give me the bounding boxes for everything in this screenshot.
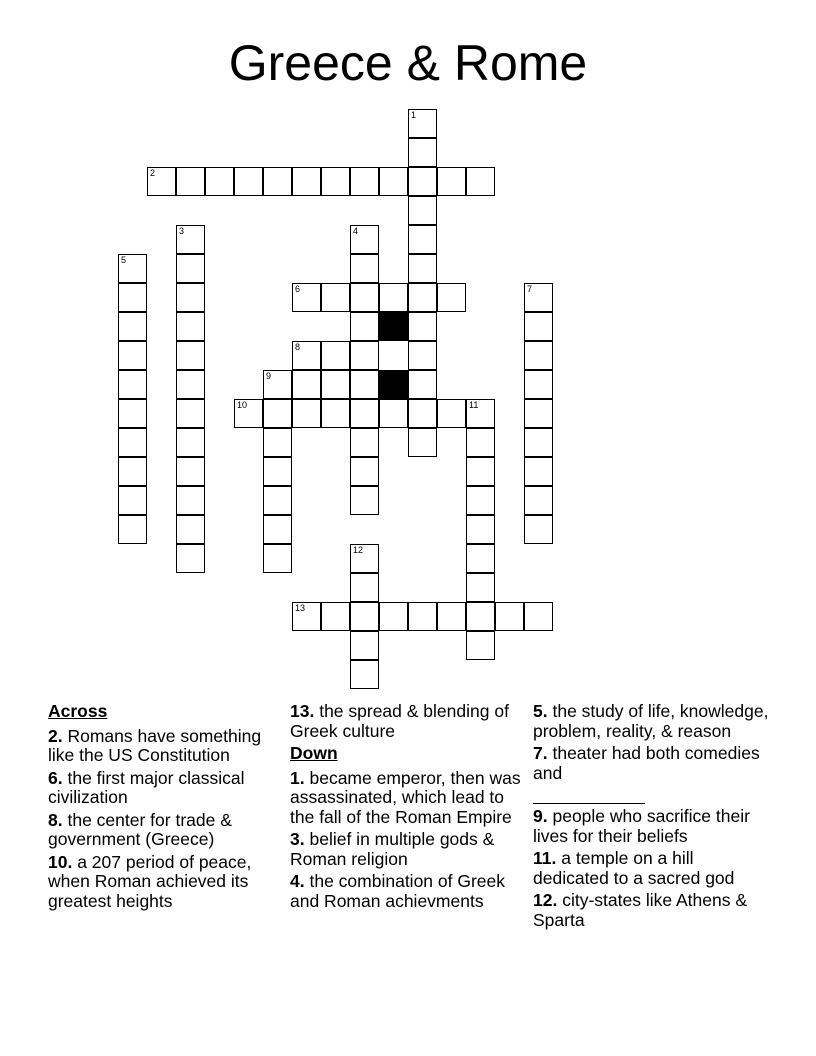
grid-cell[interactable] bbox=[118, 457, 147, 486]
grid-cell[interactable] bbox=[466, 399, 495, 428]
clue-number: 6. bbox=[48, 767, 63, 788]
grid-cell[interactable] bbox=[234, 167, 263, 196]
clue-down-4 bbox=[290, 872, 525, 911]
grid-cell[interactable] bbox=[495, 602, 524, 631]
grid-cell[interactable] bbox=[350, 631, 379, 660]
grid-cell[interactable] bbox=[466, 167, 495, 196]
clue-text: the first major classical civilization bbox=[48, 767, 245, 807]
grid-cell[interactable] bbox=[321, 167, 350, 196]
grid-cell[interactable] bbox=[524, 486, 553, 515]
grid-cell[interactable] bbox=[437, 399, 466, 428]
grid-cell[interactable] bbox=[118, 254, 147, 283]
grid-cell[interactable] bbox=[408, 196, 437, 225]
grid-cell[interactable] bbox=[176, 225, 205, 254]
grid-cell[interactable] bbox=[350, 602, 379, 631]
clue-number: 13. bbox=[290, 701, 315, 721]
grid-cell[interactable] bbox=[379, 399, 408, 428]
clue-across-2 bbox=[48, 727, 278, 766]
grid-cell[interactable] bbox=[263, 428, 292, 457]
grid-cell[interactable] bbox=[524, 457, 553, 486]
clue-down-3 bbox=[290, 830, 525, 869]
clue-text: theater had both comedies and bbox=[533, 743, 760, 783]
grid-cell[interactable] bbox=[466, 573, 495, 602]
grid-cell[interactable] bbox=[408, 225, 437, 254]
clue-across-10 bbox=[48, 853, 278, 912]
grid-cell[interactable] bbox=[350, 660, 379, 689]
clue-down-9 bbox=[533, 807, 773, 846]
grid-cell[interactable] bbox=[408, 428, 437, 457]
clue-number: 4. bbox=[290, 871, 305, 891]
clue-number: 2. bbox=[48, 725, 63, 746]
grid-cell[interactable] bbox=[350, 573, 379, 602]
grid-cell[interactable] bbox=[350, 167, 379, 196]
grid-cell[interactable] bbox=[292, 399, 321, 428]
grid-cell[interactable] bbox=[408, 602, 437, 631]
clue-number: 7. bbox=[533, 743, 548, 763]
grid-cell[interactable] bbox=[176, 283, 205, 312]
grid-cell[interactable] bbox=[524, 399, 553, 428]
clue-down-12 bbox=[533, 891, 773, 930]
cell-number: 4 bbox=[353, 226, 359, 236]
grid-cell[interactable] bbox=[176, 428, 205, 457]
clue-text: the combination of Greek and Roman achievments bbox=[290, 871, 506, 911]
grid-cell[interactable] bbox=[524, 515, 553, 544]
clue-text: people who sacrifice their lives for their beliefs bbox=[533, 806, 750, 846]
grid-cell[interactable] bbox=[321, 370, 350, 399]
clue-text: the spread & blending of Greek culture bbox=[290, 701, 509, 741]
grid-cell[interactable] bbox=[118, 341, 147, 370]
grid-cell[interactable] bbox=[408, 312, 437, 341]
answer-blank-line bbox=[533, 783, 645, 804]
grid-cell[interactable] bbox=[176, 457, 205, 486]
grid-cell[interactable] bbox=[263, 399, 292, 428]
grid-cell[interactable] bbox=[263, 167, 292, 196]
cell-number: 7 bbox=[527, 284, 533, 294]
clue-number: 3. bbox=[290, 829, 305, 849]
grid-cell[interactable] bbox=[118, 283, 147, 312]
clues-column-1 bbox=[48, 702, 278, 914]
black-cell bbox=[379, 312, 408, 341]
clues-column-3 bbox=[533, 702, 773, 933]
grid-cell[interactable] bbox=[263, 370, 292, 399]
cell-number: 8 bbox=[295, 342, 301, 352]
cell-number: 2 bbox=[150, 168, 156, 178]
grid-cell[interactable] bbox=[408, 167, 437, 196]
cell-number: 3 bbox=[179, 226, 185, 236]
puzzle-title: Greece & Rome bbox=[228, 35, 588, 91]
clue-text: the study of life, knowledge, problem, reality, & reason bbox=[533, 701, 769, 741]
clue-down-11 bbox=[533, 849, 773, 888]
grid-cell[interactable] bbox=[234, 399, 263, 428]
clue-across-6 bbox=[48, 769, 278, 808]
grid-cell[interactable] bbox=[350, 341, 379, 370]
grid-cell[interactable] bbox=[118, 428, 147, 457]
clue-across-13 bbox=[290, 702, 525, 741]
grid-cell[interactable] bbox=[524, 312, 553, 341]
grid-cell[interactable] bbox=[263, 544, 292, 573]
cell-number: 13 bbox=[295, 603, 306, 613]
clue-text: belief in multiple gods & Roman religion bbox=[290, 829, 495, 869]
clue-down-1 bbox=[290, 769, 525, 828]
grid-cell[interactable] bbox=[118, 312, 147, 341]
grid-cell[interactable] bbox=[350, 254, 379, 283]
grid-cell[interactable] bbox=[263, 457, 292, 486]
grid-cell[interactable] bbox=[408, 254, 437, 283]
grid-cell[interactable] bbox=[350, 486, 379, 515]
grid-cell[interactable] bbox=[118, 370, 147, 399]
clue-number: 9. bbox=[533, 806, 548, 826]
grid-cell[interactable] bbox=[350, 428, 379, 457]
grid-cell[interactable] bbox=[350, 370, 379, 399]
cell-number: 12 bbox=[353, 545, 364, 555]
grid-cell[interactable] bbox=[524, 283, 553, 312]
clue-text: became emperor, then was assassinated, which lead to the fall of the Roman Empire bbox=[290, 767, 521, 827]
grid-cell[interactable] bbox=[263, 515, 292, 544]
grid-cell[interactable] bbox=[292, 370, 321, 399]
clue-number: 10. bbox=[48, 851, 73, 872]
clue-down-5 bbox=[533, 702, 773, 741]
grid-cell[interactable] bbox=[176, 399, 205, 428]
grid-cell[interactable] bbox=[350, 283, 379, 312]
grid-cell[interactable] bbox=[524, 370, 553, 399]
clue-number: 8. bbox=[48, 809, 63, 830]
grid-cell[interactable] bbox=[176, 312, 205, 341]
grid-cell[interactable] bbox=[408, 370, 437, 399]
grid-cell[interactable] bbox=[176, 515, 205, 544]
grid-cell[interactable] bbox=[408, 399, 437, 428]
grid-cell[interactable] bbox=[379, 283, 408, 312]
grid-cell[interactable] bbox=[321, 602, 350, 631]
grid-cell[interactable] bbox=[321, 283, 350, 312]
grid-cell[interactable] bbox=[466, 428, 495, 457]
cell-number: 9 bbox=[266, 371, 272, 381]
grid-cell[interactable] bbox=[263, 486, 292, 515]
grid-cell[interactable] bbox=[524, 341, 553, 370]
grid-cell[interactable] bbox=[205, 167, 234, 196]
grid-cell[interactable] bbox=[408, 109, 437, 138]
clue-across-8 bbox=[48, 811, 278, 850]
cell-number: 11 bbox=[469, 400, 479, 410]
clue-number: 1. bbox=[290, 767, 305, 788]
grid-cell[interactable] bbox=[350, 312, 379, 341]
grid-cell[interactable] bbox=[437, 602, 466, 631]
grid-cell[interactable] bbox=[350, 457, 379, 486]
grid-cell[interactable] bbox=[379, 602, 408, 631]
grid-cell[interactable] bbox=[437, 283, 466, 312]
clue-text: city-states like Athens & Sparta bbox=[533, 890, 748, 930]
grid-cell[interactable] bbox=[350, 399, 379, 428]
grid-cell[interactable] bbox=[466, 602, 495, 631]
grid-cell[interactable] bbox=[437, 167, 466, 196]
grid-cell[interactable] bbox=[379, 167, 408, 196]
clue-number: 12. bbox=[533, 890, 558, 910]
grid-cell[interactable] bbox=[176, 370, 205, 399]
clues-column-2 bbox=[290, 702, 525, 914]
grid-cell[interactable] bbox=[408, 341, 437, 370]
grid-cell[interactable] bbox=[147, 167, 176, 196]
grid-cell[interactable] bbox=[466, 457, 495, 486]
clue-number: 11. bbox=[533, 848, 557, 868]
grid-cell[interactable] bbox=[118, 515, 147, 544]
across-heading: Across bbox=[48, 701, 108, 721]
grid-cell[interactable] bbox=[466, 515, 495, 544]
grid-cell[interactable] bbox=[321, 399, 350, 428]
grid-cell[interactable] bbox=[118, 486, 147, 515]
grid-cell[interactable] bbox=[350, 225, 379, 254]
clue-number: 5. bbox=[533, 701, 548, 721]
grid-cell[interactable] bbox=[524, 602, 553, 631]
grid-cell[interactable] bbox=[292, 341, 321, 370]
grid-cell[interactable] bbox=[466, 486, 495, 515]
grid-cell[interactable] bbox=[176, 544, 205, 573]
black-cell bbox=[379, 370, 408, 399]
grid-cell[interactable] bbox=[408, 283, 437, 312]
cell-number: 6 bbox=[295, 284, 301, 294]
clue-text: Romans have something like the US Constitution bbox=[48, 725, 262, 765]
grid-cell[interactable] bbox=[176, 341, 205, 370]
down-heading: Down bbox=[290, 743, 338, 763]
grid-cell[interactable] bbox=[466, 544, 495, 573]
grid-cell[interactable] bbox=[466, 631, 495, 660]
clue-text: a temple on a hill dedicated to a sacred god bbox=[533, 848, 735, 888]
cell-number: 10 bbox=[237, 400, 248, 410]
grid-cell[interactable] bbox=[118, 399, 147, 428]
grid-cell[interactable] bbox=[176, 167, 205, 196]
cell-number: 5 bbox=[121, 255, 127, 265]
grid-cell[interactable] bbox=[292, 602, 321, 631]
grid-cell[interactable] bbox=[350, 544, 379, 573]
grid-cell[interactable] bbox=[321, 341, 350, 370]
grid-cell[interactable] bbox=[408, 138, 437, 167]
grid-cell[interactable] bbox=[176, 486, 205, 515]
grid-cell[interactable] bbox=[176, 254, 205, 283]
grid-cell[interactable] bbox=[292, 283, 321, 312]
grid-cell[interactable] bbox=[524, 428, 553, 457]
grid-cell[interactable] bbox=[292, 167, 321, 196]
clue-text: the center for trade & government (Greece) bbox=[48, 809, 232, 849]
clue-down-7 bbox=[533, 744, 773, 804]
clue-text: a 207 period of peace, when Roman achieved its greatest heights bbox=[48, 851, 252, 911]
cell-number: 1 bbox=[411, 110, 417, 120]
